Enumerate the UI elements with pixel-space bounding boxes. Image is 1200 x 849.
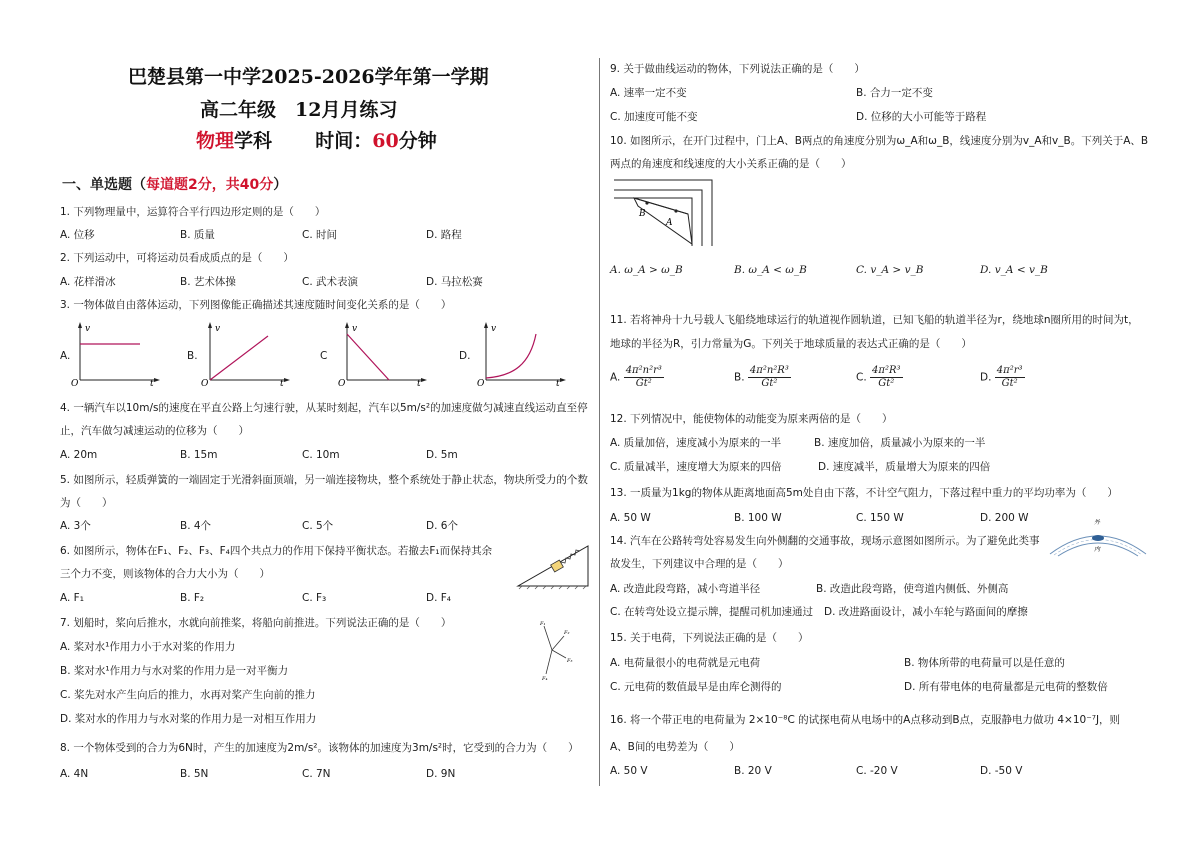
q3c-o-label: O [338,379,346,386]
q14-option-d[interactable]: D. 改进路面设计，减小车轮与路面间的摩擦 [824,606,1028,618]
time-value: 60 [372,130,399,152]
q3d-v-label: v [491,324,497,334]
q6-stem-line2: 三个力不变，则该物体的合力大小为（ ） [60,568,270,580]
subject-black: 学科 [234,130,273,152]
q13-option-b[interactable]: B. 100 W [734,512,782,524]
q11-option-d[interactable] [980,365,1025,390]
q15-option-d[interactable]: D. 所有带电体的电荷量都是元电荷的整数倍 [904,681,1108,693]
q3d-t-label: t [556,379,560,386]
q3a-t-label: t [150,379,154,386]
q8-option-d[interactable]: D. 9N [426,768,456,780]
q1-option-a[interactable]: A. 位移 [60,229,95,241]
q13-stem: 13. 一质量为1kg的物体从距离地面高5m处自由下落，不计空气阻力，下落过程中重力的平均功率为（ ） [610,487,1118,499]
q5-stem-line2: 为（ ） [60,497,113,509]
q16-option-a[interactable]: A. 50 V [610,765,648,777]
q3d-o-label: O [477,379,485,386]
q11-d-numerator: 4π²r³ [996,365,1023,376]
q2-option-a[interactable]: A. 花样滑冰 [60,276,116,288]
school-title: 巴楚县第一中学2025-2026学年第一学期 [128,66,489,88]
q1-option-b[interactable]: B. 质量 [180,229,215,241]
q15-option-b[interactable]: B. 物体所带的电荷量可以是任意的 [904,657,1065,669]
q9-option-c[interactable]: C. 加速度可能不变 [610,111,698,123]
q11-stem-line2: 地球的半径为R，引力常量为G。下列关于地球质量的表达式正确的是（ ） [610,338,972,350]
q7-option-c[interactable]: C. 桨先对水产生向后的推力，水再对桨产生向前的推力 [60,689,316,701]
q11-option-a[interactable] [610,365,664,390]
q4-stem-line1: 4. 一辆汽车以10m/s的速度在平直公路上匀速行驶，从某时刻起，汽车以5m/s²的加速度做匀减速直线运动直至停 [60,402,588,414]
point-b-label: B [639,209,646,219]
q9-option-a[interactable]: A. 速率一定不变 [610,87,687,99]
q16-option-b[interactable]: B. 20 V [734,765,772,777]
q11-b-numerator: 4π²n²R³ [749,365,789,376]
subject-line [196,126,437,153]
q11-b-fraction [748,365,791,390]
q11-option-b[interactable] [734,365,791,390]
q11-d-label: D. [980,371,992,384]
q4-option-b[interactable]: B. 15m [180,449,218,461]
q11-b-denominator: Gt² [761,378,778,389]
q11-c-fraction [870,365,902,390]
q6-option-a[interactable]: A. F₁ [60,592,84,604]
q11-d-fraction [995,365,1025,390]
q11-a-fraction [624,365,664,390]
q6-option-d[interactable]: D. F₄ [426,592,452,604]
grade-title: 高二年级 12月月练习 [200,99,398,121]
q4-option-c[interactable]: C. 10m [302,449,340,461]
q3a-o-label: O [71,379,79,386]
q14-option-c[interactable]: C. 在转弯处设立提示牌，提醒司机加速通过 [610,606,814,618]
q3b-o-label: O [201,379,209,386]
door-figure [612,178,720,250]
road-curve-figure [1048,518,1148,558]
q8-option-b[interactable]: B. 5N [180,768,209,780]
q7-option-a[interactable]: A. 桨对水¹作用力小于水对桨的作用力 [60,641,236,653]
q2-option-c[interactable]: C. 武术表演 [302,276,359,288]
q3-option-a[interactable]: A. [60,350,71,362]
q7-option-d[interactable]: D. 桨对水的作用力与水对桨的作用力是一对相互作用力 [60,713,317,725]
q9-stem: 9. 关于做曲线运动的物体，下列说法正确的是（ ） [610,63,865,75]
subject-red: 物理 [196,130,235,152]
q15-option-c[interactable]: C. 元电荷的数值最早是由库仑测得的 [610,681,782,693]
q4-option-a[interactable]: A. 20m [60,449,98,461]
column-divider [599,58,600,786]
q4-option-d[interactable]: D. 5m [426,449,458,461]
q13-option-c[interactable]: C. 150 W [856,512,904,524]
q3c-v-label: v [352,324,358,334]
time-unit: 分钟 [398,130,437,152]
four-forces-figure [534,616,574,682]
force-f1-label: F₁ [540,621,546,627]
q10-stem-line1: 10. 如图所示，在开门过程中，门上A、B两点的角速度分别为ω_A和ω_B，线速度分别为v_A和v_B。下列关于A、B [610,135,1149,147]
q8-option-a[interactable]: A. 4N [60,768,89,780]
q2-option-d[interactable]: D. 马拉松赛 [426,276,483,288]
q14-stem-line2: 故发生，下列建议中合理的是（ ） [610,558,789,570]
force-f3-label: F₃ [567,658,573,664]
q14-option-a[interactable]: A. 改造此段弯路，减小弯道半径 [610,583,761,595]
q16-stem-line2: A、B间的电势差为（ ） [610,741,740,753]
q13-option-a[interactable]: A. 50 W [610,512,651,524]
q2-option-b[interactable]: B. 艺术体操 [180,276,236,288]
q12-option-d[interactable]: D. 速度减半，质量增大为原来的四倍 [818,461,991,473]
q3c-t-label: t [417,379,421,386]
road-inner-label: 内 [1094,546,1101,553]
q3-option-c[interactable]: C [320,350,328,362]
q15-option-a[interactable]: A. 电荷量很小的电荷就是元电荷 [610,657,761,669]
q12-option-b[interactable]: B. 速度加倍，质量减小为原来的一半 [814,437,986,449]
q9-option-d[interactable]: D. 位移的大小可能等于路程 [856,111,987,123]
q9-option-b[interactable]: B. 合力一定不变 [856,87,933,99]
q11-c-label: C. [856,371,867,384]
section-note: 每道题2分，共40分 [146,177,274,193]
point-a-label: A [666,218,673,228]
q6-stem-line1: 6. 如图所示，物体在F₁、F₂、F₃、F₄四个共点力的作用下保持平衡状态。若撤去F₁而保持其余 [60,545,493,557]
q16-option-c[interactable]: C. -20 V [856,765,898,777]
q11-a-label: A. [610,371,621,384]
q14-stem-line1: 14. 汽车在公路转弯处容易发生向外侧翻的交通事故，现场示意图如图所示。为了避免此类事 [610,535,1040,547]
q11-c-numerator: 4π²R³ [872,365,901,376]
time-label: 时间： [315,130,373,152]
road-outer-label: 外 [1094,519,1101,526]
q11-c-denominator: Gt² [878,378,895,389]
q3-stem: 3. 一物体做自由落体运动，下列图像能正确描述其速度随时间变化关系的是（ ） [60,299,452,311]
q5-option-c[interactable]: C. 5个 [302,520,334,532]
q3b-v-label: v [215,324,221,334]
q10-option-d[interactable]: D. v_A < v_B [980,264,1048,276]
q5-stem-line1: 5. 如图所示，轻质弹簧的一端固定于光滑斜面顶端，另一端连接物块，整个系统处于静止状态，物块所受力的个数 [60,474,588,486]
force-f2-label: F₂ [564,630,570,636]
q12-option-a[interactable]: A. 质量加倍，速度减小为原来的一半 [610,437,782,449]
q3-graph-b [200,320,290,386]
q12-option-c[interactable]: C. 质量减半，速度增大为原来的四倍 [610,461,782,473]
q16-option-d[interactable]: D. -50 V [980,765,1023,777]
q8-stem: 8. 一个物体受到的合力为6N时，产生的加速度为2m/s²。该物体的加速度为3m/s²时，它受到的合力为（ ） [60,742,579,754]
section-heading [62,174,287,194]
q5-option-d[interactable]: D. 6个 [426,520,458,532]
q11-stem-line1: 11. 若将神舟十九号载人飞船绕地球运行的轨道视作圆轨道，已知飞船的轨道半径为r，绕地球n圈所用的时间为t， [610,314,1139,326]
q11-b-label: B. [734,371,745,384]
force-f4-label: F₄ [542,676,548,682]
q1-option-d[interactable]: D. 路程 [426,229,462,241]
q10-stem-line2: 两点的角速度和线速度的大小关系正确的是（ ） [610,158,852,170]
q11-a-numerator: 4π²n²r³ [625,365,662,376]
q2-stem: 2. 下列运动中，可将运动员看成质点的是（ ） [60,252,294,264]
q10-option-a[interactable]: A. ω_A > ω_B [610,264,683,276]
q7-option-b[interactable]: B. 桨对水¹作用力与水对桨的作用力是一对平衡力 [60,665,289,677]
q3-option-b[interactable]: B. [187,350,198,362]
q11-a-denominator: Gt² [635,378,652,389]
q3-graph-d [476,320,566,386]
q8-option-c[interactable]: C. 7N [302,768,331,780]
q15-stem: 15. 关于电荷，下列说法正确的是（ ） [610,632,809,644]
q1-option-c[interactable]: C. 时间 [302,229,338,241]
q13-option-d[interactable]: D. 200 W [980,512,1029,524]
section-prefix: 一、单选题（ [62,177,146,193]
q1-stem: 1. 下列物理量中，运算符合平行四边形定则的是（ ） [60,206,326,218]
q3a-v-label: v [85,324,91,334]
q11-option-c[interactable] [856,365,903,390]
q3b-t-label: t [280,379,284,386]
q14-option-b[interactable]: B. 改造此段弯路，使弯道内侧低、外侧高 [816,583,1009,595]
q6-option-c[interactable]: C. F₃ [302,592,327,604]
q10-option-b[interactable]: B. ω_A < ω_B [734,264,807,276]
q5-option-a[interactable]: A. 3个 [60,520,91,532]
q11-d-denominator: Gt² [1001,378,1018,389]
incline-spring-figure [516,540,592,590]
section-suffix: ） [273,177,288,193]
q10-option-c[interactable]: C. v_A > v_B [856,264,924,276]
q3-graph-a [70,320,160,386]
q16-stem-line1: 16. 将一个带正电的电荷量为 2×10⁻⁸C 的试探电荷从电场中的A点移动到B点，克服静电力做功 4×10⁻⁷J，则 [610,714,1121,726]
q3-graph-c [337,320,427,386]
q7-stem: 7. 划船时，桨向后推水，水就向前推桨，将船向前推进。下列说法正确的是（ ） [60,617,452,629]
q5-option-b[interactable]: B. 4个 [180,520,212,532]
q4-stem-line2: 止，汽车做匀减速运动的位移为（ ） [60,425,249,437]
q12-stem: 12. 下列情况中，能使物体的动能变为原来两倍的是（ ） [610,413,893,425]
q6-option-b[interactable]: B. F₂ [180,592,205,604]
q3-option-d[interactable]: D. [459,350,471,362]
